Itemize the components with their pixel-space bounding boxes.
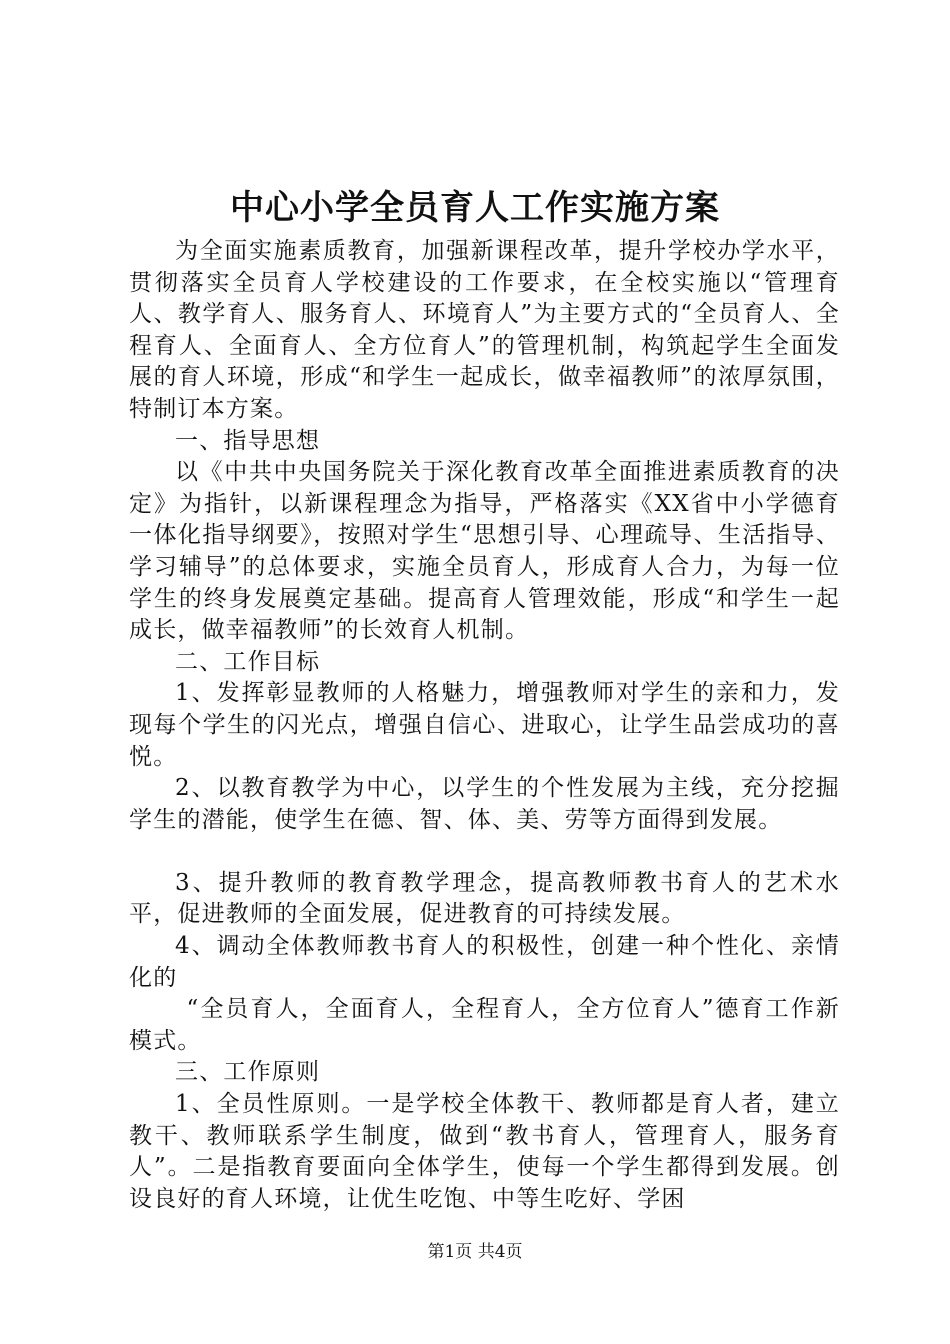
- section-heading-work-goals: 二、工作目标: [175, 648, 321, 675]
- paragraph-goal-1: 1、发挥彰显教师的人格魅力，增强教师对学生的亲和力，发现每个学生的闪光点，增强自信心、进取心，让学生品尝成功的喜悦。: [129, 680, 840, 770]
- paragraph-intro: 为全面实施素质教育，加强新课程改革，提升学校办学水平，贯彻落实全员育人学校建设的工作要求，在全校实施以“管理育人、教学育人、服务育人、环境育人”为主要方式的“全员育人、全程育人、全面育人、全方位育人”的管理机制，构筑起学生全面发展的育人环境，形成“和学生一起成长，做幸福教师”的浓厚氛围，特制订本方案。: [129, 238, 840, 422]
- document-title: 中心小学全员育人工作实施方案: [230, 188, 720, 228]
- document-body: [129, 236, 840, 1215]
- paragraph-goal-4-continued: “全员育人，全面育人，全程育人，全方位育人”德育工作新模式。: [129, 996, 840, 1054]
- section-heading-guiding-ideology: 一、指导思想: [175, 427, 321, 454]
- paragraph-goal-2: 2、以教育教学为中心，以学生的个性发展为主线，充分挖掘学生的潜能，使学生在德、智、体、美、劳等方面得到发展。: [129, 775, 840, 833]
- page-number-footer: 第1页 共4页: [427, 1242, 523, 1262]
- paragraph-goal-3: 3、提升教师的教育教学理念，提高教师教书育人的艺术水平，促进教师的全面发展，促进教育的可持续发展。: [129, 869, 840, 928]
- paragraph-guiding-ideology: 以《中共中央国务院关于深化教育改革全面推进素质教育的决定》为指针，以新课程理念为指导，严格落实《XX省中小学德育一体化指导纲要》，按照对学生“思想引导、心理疏导、生活指导、学习辅导”的总体要求，实施全员育人，形成育人合力，为每一位学生的终身发展奠定基础。提高育人管理效能，形成“和学生一起成长，做幸福教师”的长效育人机制。: [129, 459, 840, 644]
- section-heading-work-principles: 三、工作原则: [175, 1059, 321, 1086]
- paragraph-principle-1: 1、全员性原则。一是学校全体教干、教师都是育人者，建立教干、教师联系学生制度，做到“教书育人，管理育人，服务育人”。二是指教育要面向全体学生，使每一个学生都得到发展。创设良好的育人环境，让优生吃饱、中等生吃好、学困: [129, 1091, 840, 1212]
- paragraph-goal-4: 4、调动全体教师教书育人的积极性，创建一种个性化、亲情化的: [129, 933, 840, 991]
